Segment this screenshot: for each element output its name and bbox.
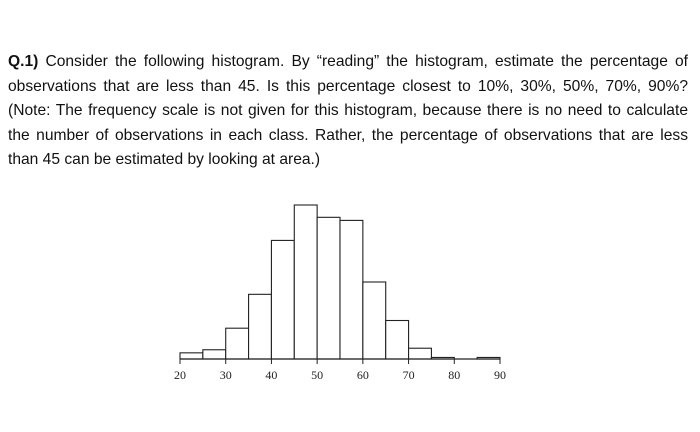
x-tick-label-80: 80 [448,368,461,382]
x-axis [174,359,506,382]
question-text-block [8,50,688,173]
histogram-figure [0,195,700,405]
histogram-bars [180,205,500,359]
x-tick-label-20: 20 [174,368,186,382]
histogram-bar-40-45 [271,240,294,359]
x-tick-label-90: 90 [494,368,506,382]
histogram-bar-30-35 [226,328,249,359]
x-tick-label-30: 30 [219,368,232,382]
question-body: Consider the following histogram. By “reading” the histogram, estimate the percentage of observations that are less than 45. Is this percentage closest to 10%, 30%, 50%, 70%, 90%? (Note: The frequency scale is not given for this histogram, because there is no need to calculate the number of observations in each class. Rather, the percentage of observations that are less than 45 can be estimated by looking at area.) [8,53,688,168]
question-number: Q.1) [8,53,39,70]
histogram-bar-50-55 [317,217,340,359]
histogram-bar-45-50 [294,205,317,359]
histogram-bar-20-25 [180,353,203,359]
x-tick-label-40: 40 [265,368,278,382]
histogram-chart [0,195,700,405]
histogram-bar-55-60 [340,220,363,359]
histogram-bar-25-30 [203,350,226,359]
x-tick-label-60: 60 [356,368,369,382]
x-tick-label-50: 50 [311,368,324,382]
histogram-bar-70-75 [409,348,432,359]
histogram-bar-35-40 [249,294,272,359]
histogram-bar-60-65 [363,282,386,359]
x-tick-label-70: 70 [402,368,415,382]
histogram-bar-65-70 [386,321,409,360]
